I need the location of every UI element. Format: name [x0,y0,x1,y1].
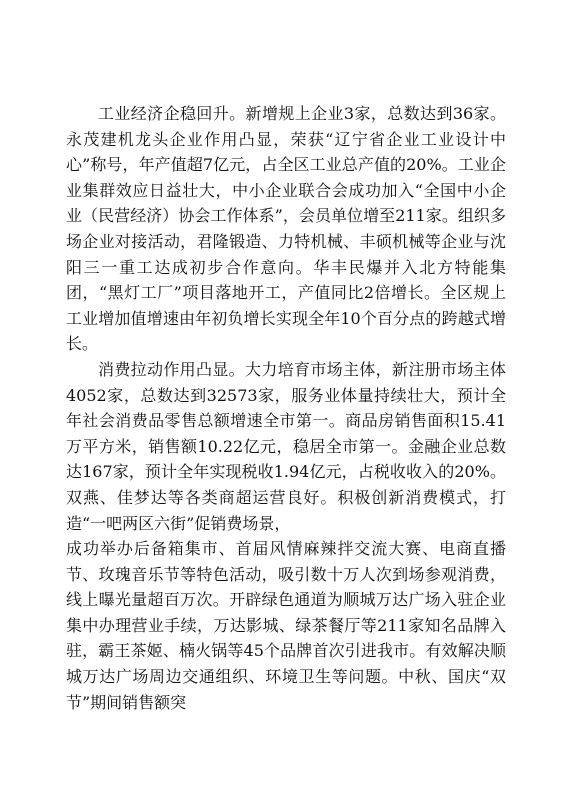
paragraph-consumption: 消费拉动作用凸显。大力培育市场主体，新注册市场主体4052家，总数达到32573家，服务业体量持续壮大，预计全年社会消费品零售总额增速全市第一。商品房销售面积15.41万平方米，销售额10.22亿元，稳居全市第一。金融企业总数达167家，预计全年实现税收1.94亿元，占税收收入的20%。双燕、佳梦达等各类商超运营良好。积极创新消费模式，打造“一吧两区六街”促销费场景， [66,359,506,533]
paragraph-consumption-activities: 成功举办后备箱集市、首届风情麻辣拌交流大赛、电商直播节、玫瑰音乐节等特色活动，吸引数十万人次到场参观消费，线上曝光量超百万次。开辟绿色通道为顺城万达广场入驻企业集中办理营业手续，万达影城、绿茶餐厅等211家知名品牌入驻，霸王茶姬、楠火锅等45个品牌首次引进我市。有效解决顺城万达广场周边交通组织、环境卫生等问题。中秋、国庆“双节”期间销售额突 [66,539,506,712]
document-body [66,101,506,715]
paragraph-industrial-economy: 工业经济企稳回升。新增规上企业3家，总数达到36家。永茂建机龙头企业作用凸显，荣获“辽宁省企业工业设计中心”称号，年产值超7亿元，占全区工业总产值的20%。工业企业集群效应日益壮大，中小企业联合会成功加入“全国中小企业（民营经济）协会工作体系”，会员单位增至211家。组织多场企业对接活动，君隆锻造、力特机械、丰硕机械等企业与沈阳三一重工达成初步合作意向。华丰民爆并入北方特能集团，“黑灯工厂”项目落地开工，产值同比2倍增长。全区规上工业增加值增速由年初负增长实现全年10个百分点的跨越式增长。 [66,104,506,354]
